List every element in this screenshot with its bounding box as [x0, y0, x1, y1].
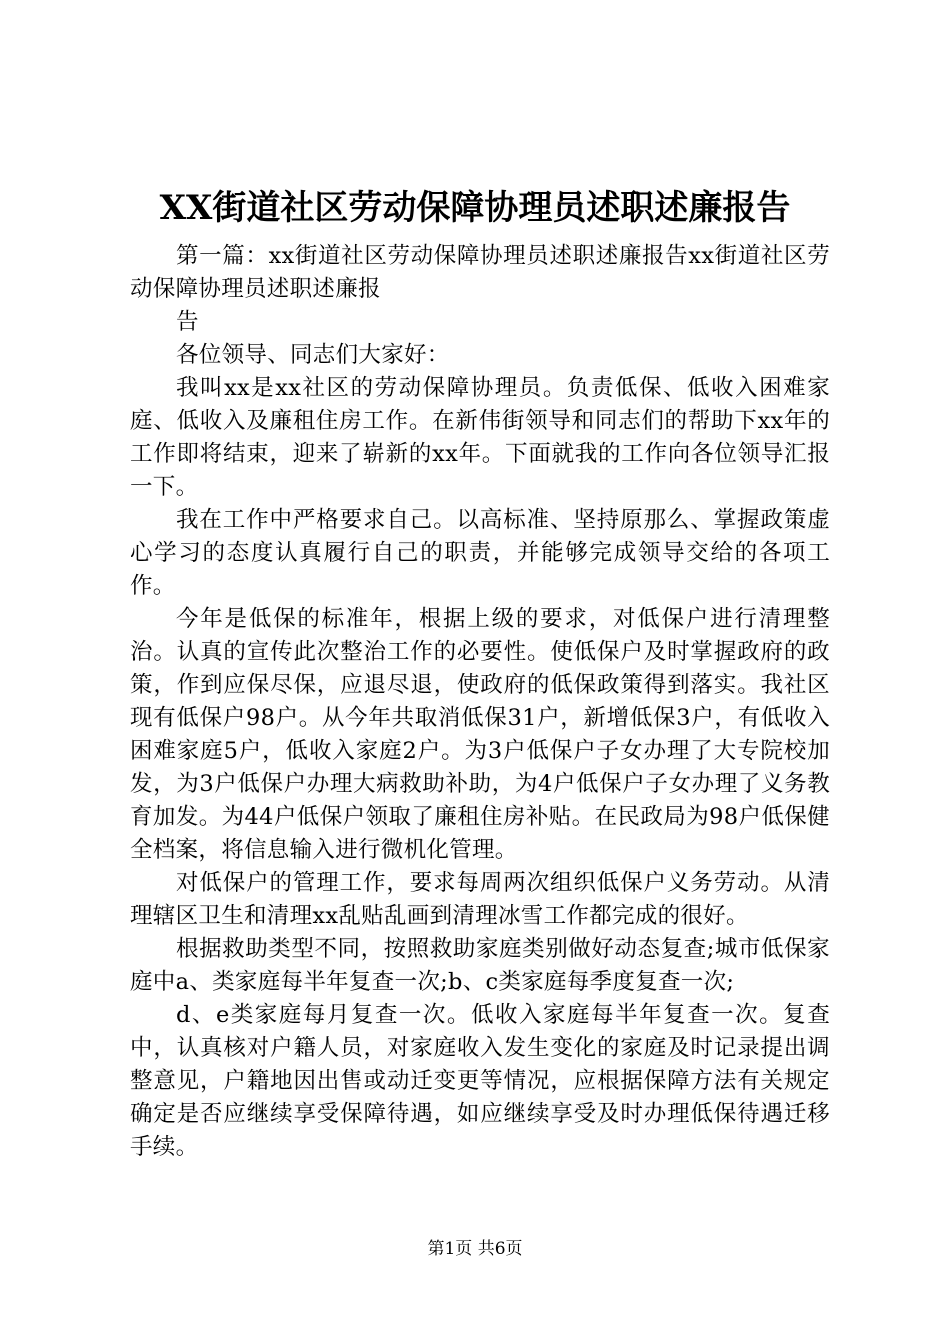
paragraph-self-requirement: 我在工作中严格要求自己。以高标准、坚持原那么、掌握政策虚心学习的态度认真履行自己的职责，并能够完成领导交给的各项工作。 [130, 507, 830, 599]
page-footer: 第1页 共6页 [427, 1239, 523, 1259]
paragraph-introduction: 我叫xx是xx社区的劳动保障协理员。负责低保、低收入困难家庭、低收入及廉租住房工作。在新伟街领导和同志们的帮助下xx年的工作即将结束，迎来了崭新的xx年。下面就我的工作向各位领导汇报一下。 [130, 375, 830, 500]
paragraph-first-chapter: 第一篇：xx街道社区劳动保障协理员述职述廉报告xx街道社区劳动保障协理员述职述廉报 [130, 243, 830, 302]
document-title: XX街道社区劳动保障协理员述职述廉报告 [159, 188, 791, 228]
paragraph-management: 对低保户的管理工作，要求每周两次组织低保户义务劳动。从清理辖区卫生和清理xx乱贴乱画到清理冰雪工作都完成的很好。 [130, 870, 830, 929]
document-body [130, 240, 830, 1164]
paragraph-review: 根据救助类型不同，按照救助家庭类别做好动态复查;城市低保家庭中a、类家庭每半年复查一次;b、c类家庭每季度复查一次; [130, 936, 830, 995]
paragraph-low-income-work: 今年是低保的标准年，根据上级的要求，对低保户进行清理整治。认真的宣传此次整治工作的必要性。使低保户及时掌握政府的政策，作到应保尽保，应退尽退，使政府的低保政策得到落实。我社区现有低保户98户。从今年共取消低保31户，新增低保3户，有低收入困难家庭5户，低收入家庭2户。为3户低保户子女办理了大专院校加发，为3户低保户办理大病救助补助，为4户低保户子女办理了义务教育加发。为44户低保户领取了廉租住房补贴。在民政局为98户低保健全档案，将信息输入进行微机化管理。 [130, 606, 830, 863]
paragraph-continuation: 告 [176, 309, 199, 335]
paragraph-review-continued: d、e类家庭每月复查一次。低收入家庭每半年复查一次。复查中，认真核对户籍人员，对家庭收入发生变化的家庭及时记录提出调整意见，户籍地因出售或动迁变更等情况，应根据保障方法有关规定确定是否应继续享受保障待遇，如应继续享受及时办理低保待遇迁移手续。 [130, 1002, 830, 1160]
paragraph-greeting: 各位领导、同志们大家好： [176, 342, 450, 368]
